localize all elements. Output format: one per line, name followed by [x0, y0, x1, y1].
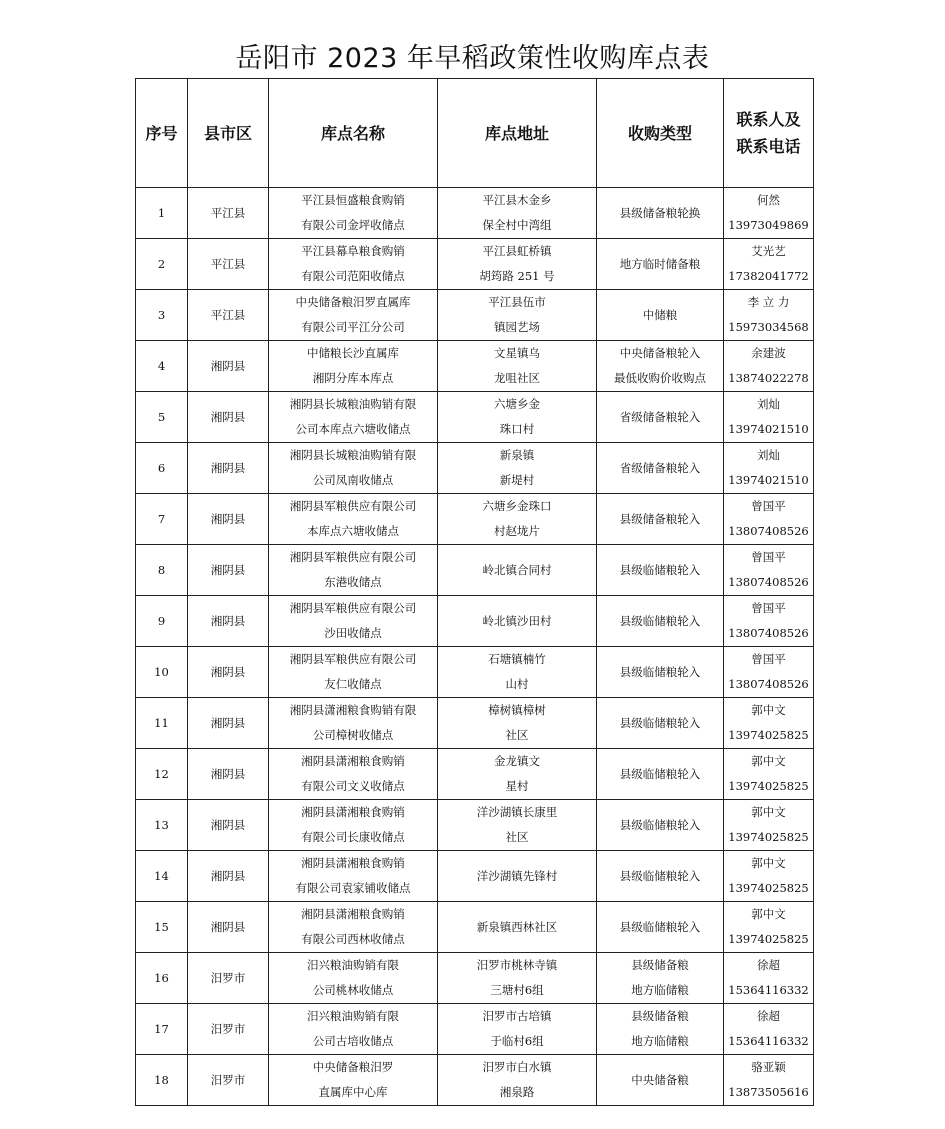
- cell-contact-contact: 徐超: [757, 958, 780, 972]
- header-site-name: 库点名称: [269, 79, 438, 188]
- cell-site-name-name2: 公司古培收储点: [312, 1034, 394, 1048]
- cell-index: [136, 953, 188, 1004]
- cell-contact-contact: 曾国平: [751, 550, 786, 564]
- cell-county: [188, 290, 269, 341]
- header-purchase-type: 收购类型: [597, 79, 724, 188]
- cell-contact-contact: 何然: [757, 193, 780, 207]
- cell-index: [136, 188, 188, 239]
- cell-index-no: 16: [154, 970, 169, 985]
- cell-contact: [724, 800, 814, 851]
- cell-county-county: 平江县: [210, 205, 246, 220]
- cell-site-name: [269, 545, 438, 596]
- cell-purchase-type-type1: 县级储备粮轮入: [619, 511, 701, 526]
- cell-index-no: 10: [154, 664, 169, 679]
- table-row: [136, 698, 814, 749]
- cell-index: [136, 443, 188, 494]
- cell-county-county: 湘阴县: [210, 664, 246, 679]
- cell-purchase-type-type1: 地方临时储备粮: [619, 256, 701, 271]
- cell-site-address-addr1: 六塘乡金珠口: [482, 499, 552, 513]
- cell-site-name-name2: 公司本库点六塘收储点: [295, 422, 411, 436]
- cell-contact-contact: 郭中文: [751, 703, 786, 717]
- cell-county-county: 湘阴县: [210, 817, 246, 832]
- cell-site-name-name2: 有限公司袁家铺收储点: [295, 881, 411, 895]
- cell-site-address-addr2: 保全村中湾组: [482, 218, 552, 232]
- cell-purchase-type-type1: 县级储备粮轮换: [619, 205, 701, 220]
- table-row: [136, 800, 814, 851]
- cell-purchase-type-type1: 县级临储粮轮入: [619, 664, 701, 679]
- cell-index-no: 3: [157, 307, 166, 322]
- cell-index: [136, 851, 188, 902]
- cell-purchase-type: [597, 494, 724, 545]
- cell-site-address-addr2: 社区: [505, 830, 529, 844]
- cell-purchase-type-type1: 县级临储粮轮入: [619, 562, 701, 577]
- cell-purchase-type-type2: 最低收购价收购点: [614, 371, 706, 385]
- page-title: 岳阳市 2023 年早稻政策性收购库点表: [235, 43, 710, 74]
- header-site-address: 库点地址: [438, 79, 597, 188]
- cell-purchase-type: [597, 902, 724, 953]
- cell-site-address-addr2: 镇园艺场: [494, 320, 540, 334]
- cell-site-name: [269, 1004, 438, 1055]
- cell-site-name-name1: 湘阴县长城粮油购销有限: [289, 448, 417, 462]
- cell-county-county: 湘阴县: [210, 409, 246, 424]
- cell-index: [136, 494, 188, 545]
- cell-site-name-name1: 汨兴粮油购销有限: [307, 958, 399, 972]
- cell-site-address: [438, 392, 597, 443]
- cell-county: [188, 392, 269, 443]
- cell-purchase-type-type1: 省级储备粮轮入: [619, 460, 701, 475]
- cell-purchase-type-type2: 地方临储粮: [631, 983, 689, 997]
- cell-county: [188, 902, 269, 953]
- cell-index-no: 11: [154, 715, 169, 730]
- cell-contact: [724, 647, 814, 698]
- cell-site-name-name1: 中央储备粮汨罗直属库: [295, 295, 411, 309]
- cell-site-name-name2: 有限公司文义收储点: [301, 779, 405, 793]
- cell-contact-contact: 郭中文: [751, 754, 786, 768]
- cell-purchase-type-type1: 县级临储粮轮入: [619, 766, 701, 781]
- cell-purchase-type-type1: 中储粮: [642, 307, 678, 322]
- table-row: [136, 443, 814, 494]
- cell-site-name-name1: 湘阴县军粮供应有限公司: [289, 499, 417, 513]
- cell-purchase-type-type1: 省级储备粮轮入: [619, 409, 701, 424]
- cell-contact: [724, 1004, 814, 1055]
- cell-contact: [724, 341, 814, 392]
- cell-site-address-addr1: 平江县虹桥镇: [482, 244, 552, 258]
- cell-contact-phone: 13974021510: [728, 422, 809, 436]
- cell-contact-contact: 郭中文: [751, 907, 786, 921]
- cell-county: [188, 596, 269, 647]
- cell-county-county: 湘阴县: [210, 511, 246, 526]
- table-row: [136, 596, 814, 647]
- cell-site-name: [269, 800, 438, 851]
- cell-index-no: 1: [157, 205, 166, 220]
- cell-county: [188, 188, 269, 239]
- cell-contact-contact: 郭中文: [751, 856, 786, 870]
- cell-county: [188, 749, 269, 800]
- cell-site-name: [269, 698, 438, 749]
- cell-contact: [724, 851, 814, 902]
- cell-site-name-name2: 友仁收储点: [324, 677, 382, 691]
- cell-index-no: 18: [154, 1072, 169, 1087]
- cell-contact: [724, 596, 814, 647]
- cell-site-name-name1: 湘阴县潇湘粮食购销: [301, 754, 405, 768]
- cell-site-address-addr2: 胡筠路 251 号: [479, 269, 555, 283]
- cell-site-address-addr2: 珠口村: [499, 422, 535, 436]
- cell-site-address-addr2: 村赵垅片: [494, 524, 540, 538]
- cell-site-name: [269, 1055, 438, 1106]
- cell-contact: [724, 545, 814, 596]
- cell-county-county: 湘阴县: [210, 766, 246, 781]
- cell-site-name-name2: 有限公司范阳收储点: [301, 269, 405, 283]
- cell-purchase-type-type2: 地方临储粮: [631, 1034, 689, 1048]
- cell-site-name-name2: 有限公司平江分公司: [301, 320, 405, 334]
- cell-purchase-type-type1: 中央储备粮: [631, 1072, 689, 1087]
- cell-county: [188, 851, 269, 902]
- cell-contact-phone: 13974025825: [728, 881, 809, 895]
- cell-purchase-type: [597, 596, 724, 647]
- table-row: [136, 1004, 814, 1055]
- cell-site-address-addr2: 龙咀社区: [494, 371, 540, 385]
- table-row: [136, 902, 814, 953]
- cell-contact-contact: 刘灿: [757, 448, 780, 462]
- cell-contact-contact: 曾国平: [751, 499, 786, 513]
- cell-site-address-addr1: 汨罗市白水镇: [482, 1060, 552, 1074]
- cell-index: [136, 545, 188, 596]
- cell-site-name-name1: 汨兴粮油购销有限: [307, 1009, 399, 1023]
- table-row: [136, 341, 814, 392]
- cell-site-address: [438, 902, 597, 953]
- cell-contact-phone: 13974025825: [728, 932, 809, 946]
- cell-contact: [724, 494, 814, 545]
- cell-site-name-name1: 湘阴县军粮供应有限公司: [289, 550, 417, 564]
- cell-index: [136, 1004, 188, 1055]
- cell-site-name-name1: 湘阴县潇湘粮食购销: [301, 856, 405, 870]
- cell-index: [136, 749, 188, 800]
- cell-contact-phone: 13974025825: [728, 830, 809, 844]
- cell-contact-phone: 13807408526: [728, 677, 809, 691]
- cell-purchase-type: [597, 698, 724, 749]
- cell-county: [188, 239, 269, 290]
- cell-index: [136, 1055, 188, 1106]
- cell-purchase-type: [597, 341, 724, 392]
- cell-site-address-addr2: 山村: [505, 677, 529, 691]
- cell-site-name-name1: 平江县恒盛粮食购销: [301, 193, 405, 207]
- cell-county-county: 湘阴县: [210, 868, 246, 883]
- cell-county: [188, 953, 269, 1004]
- cell-site-address: [438, 290, 597, 341]
- cell-site-address-addr2: 于临村6组: [490, 1034, 544, 1048]
- cell-purchase-type: [597, 1004, 724, 1055]
- cell-site-name-name1: 湘阴县潇湘粮食购销: [301, 805, 405, 819]
- table-row: [136, 290, 814, 341]
- cell-index: [136, 596, 188, 647]
- table-header-row: [136, 79, 814, 188]
- cell-contact-phone: 13974025825: [728, 779, 809, 793]
- cell-index: [136, 341, 188, 392]
- cell-index-no: 6: [157, 460, 166, 475]
- table-row: [136, 188, 814, 239]
- cell-purchase-type-type1: 县级临储粮轮入: [619, 613, 701, 628]
- cell-site-name-name2: 公司凤南收储点: [312, 473, 394, 487]
- cell-site-name-name1: 湘阴县军粮供应有限公司: [289, 601, 417, 615]
- cell-county: [188, 647, 269, 698]
- cell-site-name-name1: 中央储备粮汨罗: [312, 1060, 394, 1074]
- cell-contact: [724, 392, 814, 443]
- cell-purchase-type-type1: 县级临储粮轮入: [619, 715, 701, 730]
- cell-contact: [724, 902, 814, 953]
- cell-county-county: 汨罗市: [210, 1072, 246, 1087]
- cell-site-name-name1: 湘阴县军粮供应有限公司: [289, 652, 417, 666]
- cell-site-address-addr1: 洋沙湖镇先锋村: [476, 868, 558, 883]
- cell-site-name: [269, 239, 438, 290]
- cell-purchase-type: [597, 545, 724, 596]
- cell-contact: [724, 698, 814, 749]
- cell-county: [188, 698, 269, 749]
- cell-county: [188, 341, 269, 392]
- table-row: [136, 392, 814, 443]
- cell-purchase-type-type1: 县级储备粮: [631, 958, 689, 972]
- cell-purchase-type: [597, 443, 724, 494]
- cell-site-address-addr1: 平江县伍市: [488, 295, 546, 309]
- cell-purchase-type: [597, 749, 724, 800]
- cell-index: [136, 239, 188, 290]
- cell-index: [136, 902, 188, 953]
- cell-site-name: [269, 953, 438, 1004]
- cell-index-no: 14: [154, 868, 169, 883]
- cell-site-address: [438, 596, 597, 647]
- cell-site-address: [438, 443, 597, 494]
- cell-contact-contact: 余建波: [751, 346, 786, 360]
- cell-purchase-type-type1: 县级储备粮: [631, 1009, 689, 1023]
- cell-county: [188, 1055, 269, 1106]
- table-row: [136, 749, 814, 800]
- cell-purchase-type: [597, 188, 724, 239]
- cell-site-address-addr1: 汨罗市桃林寺镇: [476, 958, 558, 972]
- cell-county: [188, 800, 269, 851]
- cell-county-county: 湘阴县: [210, 715, 246, 730]
- cell-index: [136, 800, 188, 851]
- cell-purchase-type: [597, 239, 724, 290]
- cell-contact-phone: 13807408526: [728, 524, 809, 538]
- cell-contact: [724, 953, 814, 1004]
- cell-site-address-addr1: 金龙镇文: [494, 754, 540, 768]
- cell-site-address-addr2: 社区: [505, 728, 529, 742]
- cell-index-no: 12: [154, 766, 169, 781]
- table-row: [136, 1055, 814, 1106]
- cell-site-address-addr2: 湘泉路: [499, 1085, 535, 1099]
- cell-county-county: 汨罗市: [210, 1021, 246, 1036]
- cell-contact-contact: 刘灿: [757, 397, 780, 411]
- cell-index-no: 13: [154, 817, 169, 832]
- cell-site-name: [269, 596, 438, 647]
- cell-site-name: [269, 443, 438, 494]
- table-body: [136, 188, 814, 1106]
- cell-site-address: [438, 800, 597, 851]
- cell-index-no: 2: [157, 256, 166, 271]
- cell-index: [136, 392, 188, 443]
- cell-index-no: 9: [157, 613, 166, 628]
- cell-site-address: [438, 698, 597, 749]
- cell-site-address-addr2: 星村: [505, 779, 529, 793]
- cell-site-name-name2: 公司樟树收储点: [312, 728, 394, 742]
- header-contact-line1: 联系人及: [736, 110, 801, 129]
- cell-purchase-type-type1: 县级临储粮轮入: [619, 919, 701, 934]
- cell-site-address: [438, 545, 597, 596]
- cell-index-no: 17: [154, 1021, 169, 1036]
- cell-site-name: [269, 902, 438, 953]
- cell-site-address: [438, 341, 597, 392]
- cell-county: [188, 1004, 269, 1055]
- header-county: 县市区: [188, 79, 269, 188]
- header-contact: [724, 79, 814, 188]
- cell-purchase-type: [597, 953, 724, 1004]
- cell-site-address-addr1: 平江县木金乡: [482, 193, 552, 207]
- cell-contact: [724, 290, 814, 341]
- cell-site-name: [269, 392, 438, 443]
- cell-county-county: 湘阴县: [210, 562, 246, 577]
- cell-index-no: 4: [157, 358, 166, 373]
- cell-purchase-type: [597, 1055, 724, 1106]
- cell-contact: [724, 443, 814, 494]
- cell-contact-contact: 艾光艺: [751, 244, 786, 258]
- cell-site-address-addr1: 岭北镇合同村: [482, 562, 552, 577]
- cell-purchase-type: [597, 392, 724, 443]
- cell-contact-phone: 13874022278: [728, 371, 809, 385]
- cell-contact-phone: 13974021510: [728, 473, 809, 487]
- cell-county-county: 汨罗市: [210, 970, 246, 985]
- cell-purchase-type-type1: 县级临储粮轮入: [619, 868, 701, 883]
- cell-county-county: 湘阴县: [210, 460, 246, 475]
- cell-site-name-name2: 沙田收储点: [324, 626, 382, 640]
- cell-site-name-name2: 公司桃林收储点: [312, 983, 394, 997]
- cell-site-address-addr1: 汨罗市古培镇: [482, 1009, 552, 1023]
- cell-site-name-name2: 本库点六塘收储点: [307, 524, 399, 538]
- cell-site-address-addr1: 石塘镇楠竹: [488, 652, 546, 666]
- cell-county-county: 湘阴县: [210, 919, 246, 934]
- cell-county: [188, 443, 269, 494]
- cell-site-name: [269, 851, 438, 902]
- cell-contact: [724, 1055, 814, 1106]
- cell-site-name-name2: 有限公司长康收储点: [301, 830, 405, 844]
- cell-contact-contact: 徐超: [757, 1009, 780, 1023]
- cell-purchase-type: [597, 851, 724, 902]
- cell-purchase-type: [597, 290, 724, 341]
- cell-site-name: [269, 290, 438, 341]
- cell-site-address-addr1: 岭北镇沙田村: [482, 613, 552, 628]
- cell-site-name-name1: 平江县幕阜粮食购销: [301, 244, 405, 258]
- table-row: [136, 239, 814, 290]
- cell-contact-phone: 13807408526: [728, 575, 809, 589]
- cell-site-name-name1: 湘阴县潇湘粮食购销有限: [289, 703, 417, 717]
- cell-index: [136, 647, 188, 698]
- cell-site-address-addr1: 新泉镇西林社区: [476, 919, 558, 934]
- cell-site-address-addr1: 文星镇乌: [494, 346, 540, 360]
- cell-contact: [724, 188, 814, 239]
- cell-county-county: 湘阴县: [210, 613, 246, 628]
- cell-contact-contact: 曾国平: [751, 601, 786, 615]
- cell-contact-contact: 郭中文: [751, 805, 786, 819]
- cell-site-address: [438, 1055, 597, 1106]
- cell-site-name-name2: 有限公司西林收储点: [301, 932, 405, 946]
- cell-site-address: [438, 494, 597, 545]
- cell-site-address: [438, 1004, 597, 1055]
- cell-site-address: [438, 953, 597, 1004]
- cell-site-address-addr1: 洋沙湖镇长康里: [476, 805, 558, 819]
- cell-site-name: [269, 647, 438, 698]
- cell-purchase-type: [597, 800, 724, 851]
- cell-site-name-name1: 中储粮长沙直属库: [307, 346, 399, 360]
- cell-contact-contact: 李 立 力: [747, 295, 790, 309]
- cell-site-name: [269, 341, 438, 392]
- table-row: [136, 494, 814, 545]
- cell-site-address: [438, 239, 597, 290]
- cell-county: [188, 494, 269, 545]
- cell-contact-phone: 13973049869: [728, 218, 809, 232]
- cell-site-address-addr1: 樟树镇樟树: [488, 703, 546, 717]
- cell-contact-phone: 15364116332: [728, 983, 809, 997]
- cell-site-address: [438, 647, 597, 698]
- cell-site-name: [269, 749, 438, 800]
- cell-site-name-name2: 东港收储点: [324, 575, 382, 589]
- warehouse-table: [135, 78, 814, 1106]
- cell-contact: [724, 749, 814, 800]
- table-row: [136, 545, 814, 596]
- cell-contact: [724, 239, 814, 290]
- cell-site-address-addr1: 六塘乡金: [494, 397, 540, 411]
- cell-index-no: 15: [154, 919, 169, 934]
- cell-site-name-name2: 有限公司金坪收储点: [301, 218, 405, 232]
- cell-index: [136, 290, 188, 341]
- cell-site-name-name1: 湘阴县潇湘粮食购销: [301, 907, 405, 921]
- cell-county-county: 湘阴县: [210, 358, 246, 373]
- cell-contact-phone: 15364116332: [728, 1034, 809, 1048]
- cell-purchase-type-type1: 中央储备粮轮入: [619, 346, 701, 360]
- cell-contact-contact: 曾国平: [751, 652, 786, 666]
- cell-site-name-name2: 直属库中心库: [318, 1085, 388, 1099]
- cell-county-county: 平江县: [210, 256, 246, 271]
- cell-site-name: [269, 188, 438, 239]
- header-index: 序号: [136, 79, 188, 188]
- cell-site-name-name1: 湘阴县长城粮油购销有限: [289, 397, 417, 411]
- cell-contact-phone: 15973034568: [728, 320, 809, 334]
- cell-index: [136, 698, 188, 749]
- cell-contact-phone: 13974025825: [728, 728, 809, 742]
- cell-site-address: [438, 851, 597, 902]
- cell-site-name-name2: 湘阴分库本库点: [312, 371, 394, 385]
- cell-index-no: 5: [157, 409, 166, 424]
- cell-contact-phone: 17382041772: [728, 269, 809, 283]
- table-row: [136, 851, 814, 902]
- cell-site-address-addr2: 新堤村: [499, 473, 535, 487]
- table-row: [136, 953, 814, 1004]
- cell-county: [188, 545, 269, 596]
- cell-site-address: [438, 749, 597, 800]
- cell-contact-phone: 13807408526: [728, 626, 809, 640]
- cell-index-no: 7: [157, 511, 166, 526]
- cell-contact-contact: 骆亚颖: [751, 1060, 786, 1074]
- cell-site-address-addr2: 三塘村6组: [490, 983, 544, 997]
- table-row: [136, 647, 814, 698]
- cell-contact-phone: 13873505616: [728, 1085, 809, 1099]
- cell-site-address-addr1: 新泉镇: [499, 448, 535, 462]
- cell-site-name: [269, 494, 438, 545]
- cell-site-address: [438, 188, 597, 239]
- cell-county-county: 平江县: [210, 307, 246, 322]
- header-contact-line2: 联系电话: [736, 137, 801, 156]
- cell-purchase-type-type1: 县级临储粮轮入: [619, 817, 701, 832]
- cell-index-no: 8: [157, 562, 166, 577]
- cell-purchase-type: [597, 647, 724, 698]
